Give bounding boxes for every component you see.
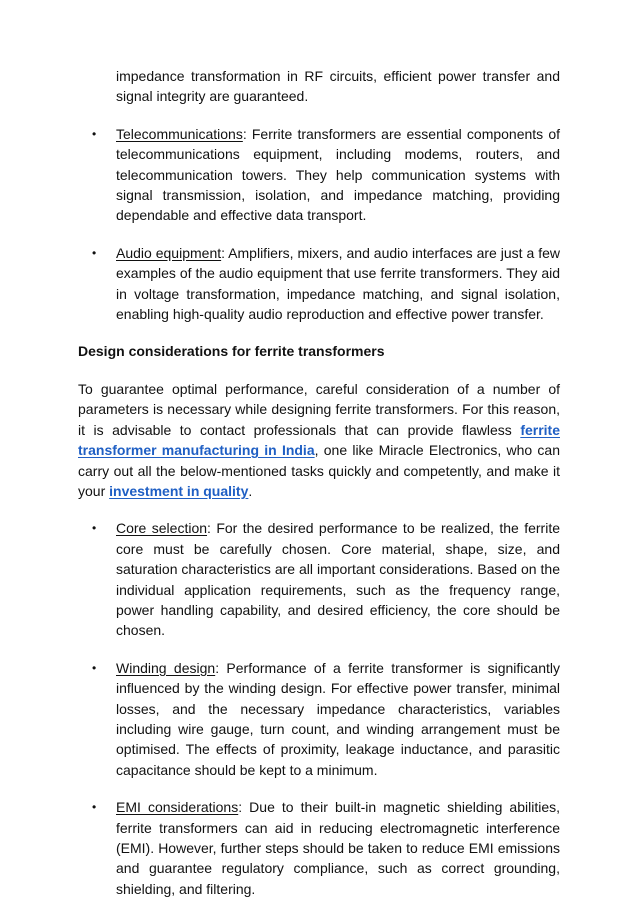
- term-emi-considerations: EMI considerations: [116, 799, 239, 816]
- term-audio-equipment: Audio equipment: [116, 244, 222, 261]
- list-item: [78, 658, 560, 780]
- bullet-marker: •: [92, 245, 97, 260]
- list-item-text: [116, 797, 560, 899]
- bullet-marker: •: [92, 521, 97, 536]
- applications-list: [78, 124, 560, 325]
- term-winding-design: Winding design: [116, 659, 216, 676]
- list-item: [78, 518, 560, 640]
- term-description: : Due to their built-in magnetic shielding abilities, ferrite transformers can aid in reducing electromagnetic interference (EMI). However, further steps should be taken to reduce EMI emissions and guarantee regulatory compliance, such as correct grounding, shielding, and filtering.: [116, 799, 560, 897]
- ferrite-transformer-manufacturing-link[interactable]: ferrite transformer manufacturing in India: [78, 421, 560, 459]
- term-description: : Ferrite transformers are essential components of telecommunications equipment, including modems, routers, and telecommunication towers. They help communication systems with signal transmission, isolation, and impedance matching, providing dependable and effective data transport.: [116, 125, 560, 224]
- list-item-text: [116, 658, 560, 780]
- design-intro-text-1: To guarantee optimal performance, careful consideration of a number of parameters is necessary while designing ferrite transformers. For this reason, it is advisable to contact professionals that can provide flawless: [78, 380, 560, 438]
- intro-continuation-paragraph: impedance transformation in RF circuits, efficient power transfer and signal integrity are guaranteed.: [116, 68, 560, 105]
- list-item-text: [116, 518, 560, 640]
- bullet-marker: •: [92, 800, 97, 815]
- design-intro-text-3: .: [248, 482, 253, 499]
- design-intro-text-2: , one like Miracle Electronics, who can carry out all the below-mentioned tasks quickly and competently, and make it your: [78, 442, 561, 499]
- term-core-selection: Core selection: [116, 520, 208, 537]
- document-page: [78, 66, 560, 899]
- list-item: [78, 243, 560, 325]
- list-item-text: [116, 243, 560, 325]
- section-heading: Design considerations for ferrite transformers: [78, 343, 385, 360]
- list-item: [78, 124, 560, 226]
- bullet-marker: •: [92, 126, 97, 141]
- list-item-text: [116, 124, 560, 226]
- term-description: : For the desired performance to be realized, the ferrite core must be carefully chosen. Core material, shape, size, and saturation characteristics are all important considerations. Based on the individual application requirements, such as the frequency range, power handling capability, and desired efficiency, the core should be chosen.: [116, 520, 560, 639]
- term-telecommunications: Telecommunications: [116, 125, 243, 142]
- design-intro-paragraph: [78, 379, 560, 501]
- term-description: : Performance of a ferrite transformer is significantly influenced by the winding design. For effective power transfer, minimal losses, and the necessary impedance characteristics, variables including wire gauge, turn count, and winding arrangement must be optimised. The effects of proximity, leakage inductance, and parasitic capacitance should be kept to a minimum.: [116, 659, 560, 778]
- term-description: : Amplifiers, mixers, and audio interfaces are just a few examples of the audio equipment that use ferrite transformers. They aid in voltage transformation, impedance matching, and signal isolation, enabling high-quality audio reproduction and effective power transfer.: [116, 244, 561, 323]
- investment-in-quality-link[interactable]: investment in quality: [109, 482, 249, 499]
- list-item: [78, 797, 560, 899]
- bullet-marker: •: [92, 660, 97, 675]
- considerations-list: [78, 518, 560, 899]
